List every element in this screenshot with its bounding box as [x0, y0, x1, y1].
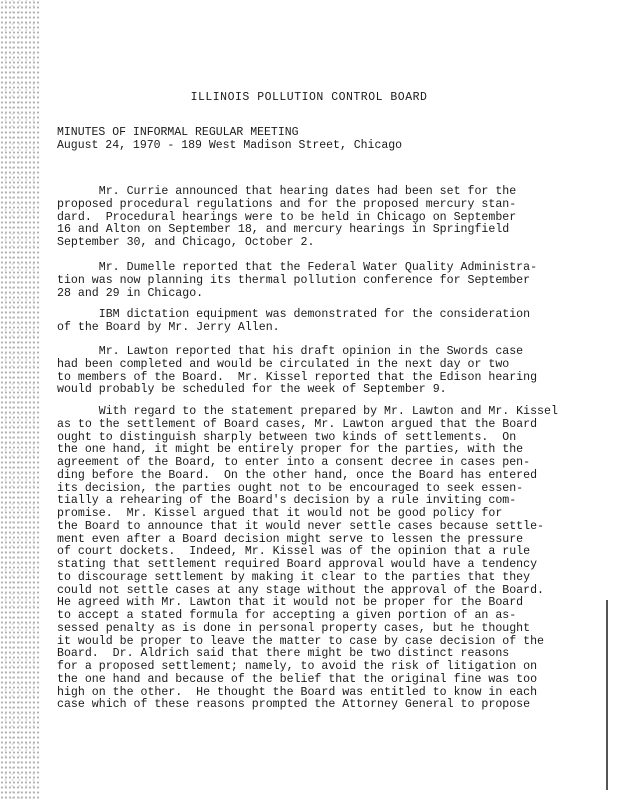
text-line: the one hand, it might be entirely proper for the parties, with the	[57, 443, 524, 457]
text-line: ment even after a Board decision might serve to lessen the pressure	[57, 532, 524, 546]
meeting-date-location: August 24, 1970 - 189 West Madison Street, Chicago	[57, 139, 403, 152]
text-line: the one hand and because of the belief that the original fine was too	[57, 672, 538, 686]
paragraph-hearing-dates	[57, 186, 557, 250]
text-line: dard. Procedural hearings were to be held in Chicago on September	[57, 210, 517, 224]
minutes-heading: MINUTES OF INFORMAL REGULAR MEETING	[57, 126, 299, 139]
paragraph-thermal-conference	[57, 262, 557, 300]
text-line: tially a rehearing of the Board's decision by a rule inviting com-	[57, 494, 517, 508]
text-line: to members of the Board. Mr. Kissel reported that the Edison hearing	[57, 370, 538, 384]
text-line: promise. Mr. Kissel argued that it would not be good policy for	[57, 507, 503, 520]
text-line: could not settle cases at any stage without the approval of the Board.	[57, 583, 545, 597]
paragraph-dictation-equipment	[57, 309, 557, 335]
text-line: case which of these reasons prompted the Attorney General to propose	[57, 698, 531, 712]
scan-edge-line	[606, 600, 608, 790]
scan-noise-edge	[0, 0, 40, 800]
paragraph-settlement-discussion	[57, 406, 557, 712]
text-line: stating that settlement required Board approval would have a tendency	[57, 558, 538, 571]
text-line: Mr. Dumelle reported that the Federal Water Quality Administra-	[57, 261, 538, 274]
text-line: Board. Dr. Aldrich said that there might be two distinct reasons	[57, 647, 510, 661]
text-line: would probably be scheduled for the week of September 9.	[57, 383, 447, 397]
text-line: the Board to announce that it would never settle cases because settle-	[57, 519, 545, 533]
text-line: had been completed and would be circulated in the next day or two	[57, 357, 510, 371]
text-line: ought to distinguish sharply between two kinds of settlements. On	[57, 430, 517, 444]
text-line: Mr. Currie announced that hearing dates had been set for the	[57, 185, 517, 198]
text-line: of court dockets. Indeed, Mr. Kissel was of the opinion that a rule	[57, 545, 531, 559]
text-line: for a proposed settlement; namely, to avoid the risk of litigation on	[57, 660, 538, 673]
text-line: He agreed with Mr. Lawton that it would not be proper for the Board	[57, 596, 524, 610]
text-line: IBM dictation equipment was demonstrated for the consideration	[57, 308, 531, 321]
text-line: as to the settlement of Board cases, Mr. Lawton argued that the Board	[57, 417, 538, 431]
text-line: it would be proper to leave the matter to case by case decision of the	[57, 634, 545, 648]
text-line: tion was now planning its thermal pollution conference for September	[57, 273, 531, 287]
text-line: of the Board by Mr. Jerry Allen.	[57, 320, 280, 334]
organization-title: ILLINOIS POLLUTION CONTROL BOARD	[190, 91, 428, 104]
text-line: to accept a stated formula for accepting a given portion of an as-	[57, 609, 517, 622]
text-line: September 30, and Chicago, October 2.	[57, 236, 315, 249]
text-line: 28 and 29 in Chicago.	[57, 286, 204, 300]
text-line: its decision, the parties ought not to be encouraged to seek essen-	[57, 481, 524, 495]
text-line: agreement of the Board, to enter into a consent decree in cases pen-	[57, 456, 531, 469]
text-line: high on the other. He thought the Board was entitled to know in each	[57, 685, 538, 699]
text-line: ding before the Board. On the other hand, once the Board has entered	[57, 468, 538, 482]
text-line: With regard to the statement prepared by Mr. Lawton and Mr. Kissel	[57, 405, 558, 418]
paragraph-draft-opinion	[57, 346, 557, 397]
text-line: proposed procedural regulations and for the proposed mercury stan-	[57, 197, 517, 211]
text-line: to discourage settlement by making it clear to the parties that they	[57, 570, 531, 584]
text-line: sessed penalty as is done in personal property cases, but he thought	[57, 621, 531, 635]
text-line: 16 and Alton on September 18, and mercury hearings in Springfield	[57, 223, 510, 237]
text-line: Mr. Lawton reported that his draft opinion in the Swords case	[57, 345, 524, 358]
